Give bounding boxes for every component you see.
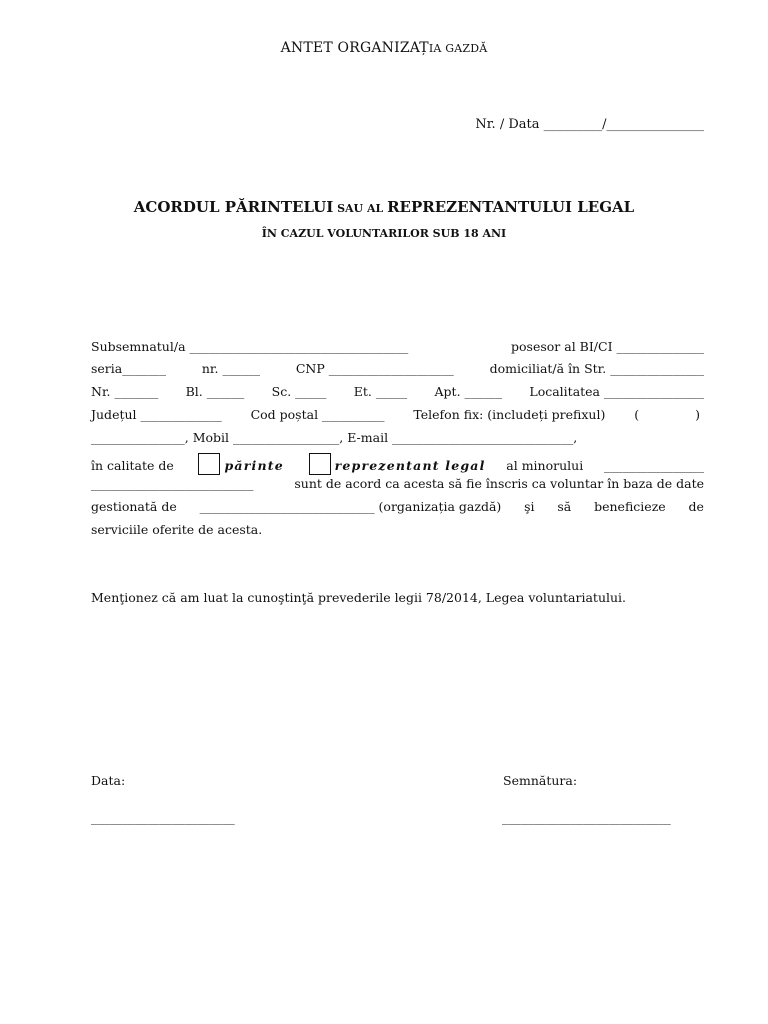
registration-number-date: Nr. / Data _________/_______________ (475, 117, 704, 132)
services-text: serviciile oferite de acesta. (91, 522, 263, 537)
parent-option[interactable] (194, 453, 283, 475)
apartment-field[interactable]: Apt. ______ (434, 384, 503, 399)
host-organization-field[interactable]: ____________________________ (organizația gazdă) (199, 499, 502, 514)
floor-field[interactable]: Et. _____ (353, 384, 408, 399)
street-field[interactable]: domiciliat/ă în Str. _______________ (489, 361, 704, 376)
block-field[interactable]: Bl. ______ (185, 384, 245, 399)
legal-representative-label: reprezentant legal (334, 458, 486, 473)
form-line-8 (91, 499, 704, 514)
legal-representative-option[interactable] (305, 453, 486, 475)
title-part-3: REPREZENTANTULUI LEGAL (387, 198, 635, 216)
form-line-6 (91, 453, 704, 475)
form-line-9 (91, 522, 704, 537)
document-subtitle: ÎN CAZUL VOLUNTARILOR SUB 18 ANI (261, 227, 507, 240)
title-part-2: SAU AL (333, 202, 388, 215)
legal-representative-checkbox[interactable] (309, 453, 331, 475)
form-line-3 (91, 384, 704, 399)
minor-name-continuation-field[interactable]: __________________________ (91, 476, 254, 491)
id-card-field[interactable]: posesor al BI/CI ______________ (511, 339, 704, 354)
form-line-5 (91, 430, 704, 445)
form-line-7 (91, 476, 704, 491)
landline-label: Telefon fix: (includeți prefixul) (413, 407, 606, 422)
consent-word-3: beneficieze (594, 499, 666, 514)
document-title (0, 198, 768, 216)
parent-checkbox[interactable] (198, 453, 220, 475)
name-field[interactable]: Subsemnatul/a ___________________________________ (91, 339, 409, 354)
paren-open: ( (634, 407, 640, 422)
date-line-field[interactable]: _______________________ (91, 810, 235, 825)
series-field[interactable]: seria_______ (91, 361, 166, 376)
managed-by-label: gestionată de (91, 499, 177, 514)
form-line-2 (91, 361, 704, 376)
capacity-label: în calitate de (91, 458, 174, 473)
paren-close: ) (695, 407, 700, 422)
signature-label: Semnătura: (503, 773, 578, 788)
consent-text: sunt de acord ca acesta să fie înscris ca voluntar în baza de date (294, 476, 704, 491)
host-organization-header (0, 40, 768, 56)
minor-name-field[interactable]: ________________ (603, 458, 704, 473)
parent-option-label: părinte (224, 458, 284, 473)
postal-code-field[interactable]: Cod poștal __________ (250, 407, 385, 422)
form-line-4 (91, 407, 704, 422)
number-field[interactable]: nr. ______ (201, 361, 260, 376)
minor-label: al minorului (506, 458, 584, 473)
consent-word-2: să (557, 499, 572, 514)
city-field[interactable]: Localitatea ________________ (529, 384, 704, 399)
form-line-1 (91, 339, 704, 354)
cnp-field[interactable]: CNP ____________________ (295, 361, 454, 376)
header-text: ANTET ORGANIZAȚ (280, 40, 429, 56)
county-field[interactable]: Județul _____________ (91, 407, 222, 422)
consent-word-1: şi (524, 499, 535, 514)
landline-field[interactable] (634, 407, 700, 422)
consent-word-4: de (688, 499, 704, 514)
phone-mobile-email-field[interactable]: _______________, Mobil _________________, E-mail _____________________________, (91, 430, 578, 445)
date-label: Data: (91, 773, 126, 788)
header-text-small: IA GAZDĂ (428, 42, 488, 55)
street-number-field[interactable]: Nr. _______ (91, 384, 159, 399)
title-part-1: ACORDUL PĂRINTELUI (133, 198, 334, 216)
staircase-field[interactable]: Sc. _____ (271, 384, 327, 399)
signature-line-field[interactable]: ___________________________ (502, 810, 671, 825)
law-acknowledgement: Menţionez că am luat la cunoştinţă prevederile legii 78/2014, Legea voluntariatului. (91, 590, 627, 605)
